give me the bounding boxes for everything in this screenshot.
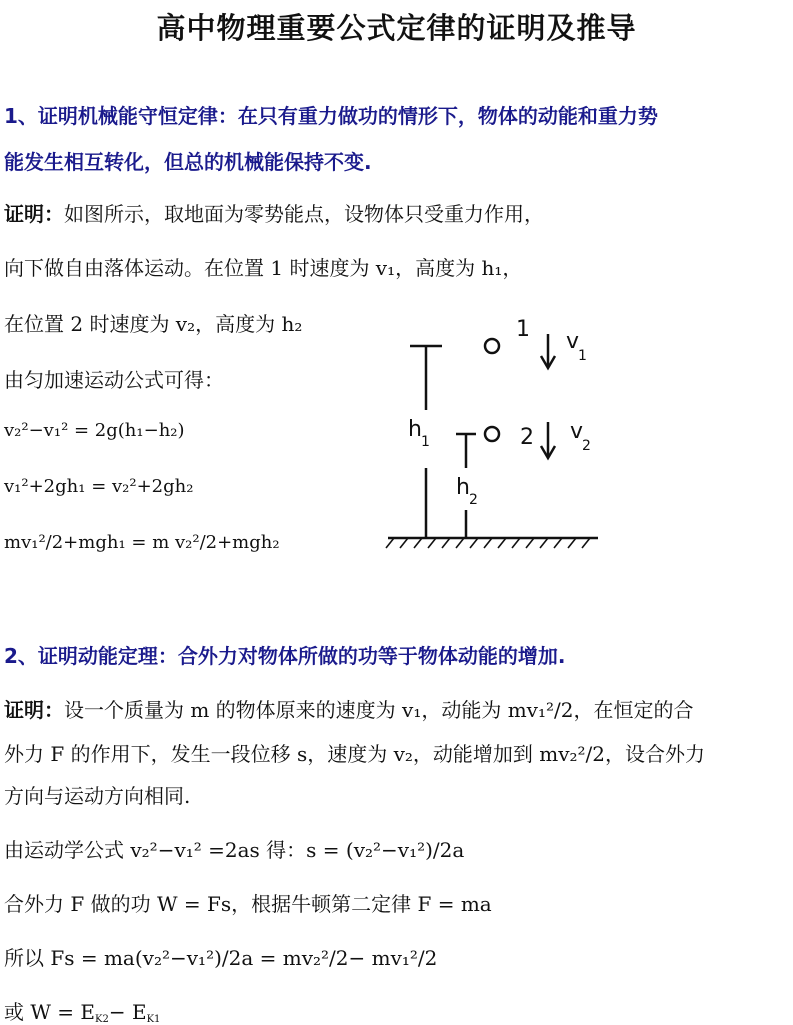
section1-line3: 在位置 2 时速度为 v₂，高度为 h₂ bbox=[4, 312, 303, 336]
label-v1: v bbox=[566, 329, 580, 354]
proof-label-2: 证明： bbox=[4, 698, 64, 722]
section2-line7: 或 $W = E_{K2}- E_{K1}$ bbox=[4, 1000, 161, 1025]
formula-2: v₁²+2gh₁ = v₂²+2gh₂ bbox=[4, 476, 194, 497]
proof-text: 如图所示，取地面为零势能点，设物体只受重力作用， bbox=[64, 202, 544, 226]
page-title: 高中物理重要公式定律的证明及推导 bbox=[156, 11, 637, 45]
section2-line2: 外力 F 的作用下，发生一段位移 s，速度为 v₂，动能增加到 mv₂²/2，设合外力 bbox=[4, 742, 706, 766]
label-position-2: 2 bbox=[520, 425, 534, 450]
section2-line4: 由运动学公式 v₂²−v₁² =2as 得：s = (v₂²−v₁²)/2a bbox=[4, 838, 465, 862]
label-h2: h bbox=[456, 475, 470, 500]
section2-line6: 所以 Fs = ma(v₂²−v₁²)/2a = mv₂²/2− mv₁²/2 bbox=[4, 946, 438, 970]
section1-heading-line2: 能发生相互转化，但总的机械能保持不变. bbox=[4, 150, 372, 174]
label-h1-sub: 1 bbox=[421, 434, 430, 450]
proof-label: 证明： bbox=[4, 202, 64, 226]
ground-hatch bbox=[386, 538, 590, 548]
label-h1: h bbox=[408, 417, 422, 442]
ek2-sub: K2 bbox=[95, 1014, 109, 1025]
section2-heading: 2、证明动能定理：合外力对物体所做的功等于物体动能的增加. bbox=[4, 644, 566, 668]
proof-text-2: 设一个质量为 m 的物体原来的速度为 v₁，动能为 mv₁²/2，在恒定的合 bbox=[64, 698, 694, 722]
formula-3: mv₁²/2+mgh₁ = m v₂²/2+mgh₂ bbox=[4, 532, 280, 553]
section2-line3: 方向与运动方向相同. bbox=[4, 784, 191, 808]
label-v2: v bbox=[570, 419, 584, 444]
section1-line2: 向下做自由落体运动。在位置 1 时速度为 v₁，高度为 h₁， bbox=[4, 256, 523, 280]
ball-position-1 bbox=[485, 339, 499, 353]
free-fall-diagram bbox=[380, 310, 610, 555]
label-v2-sub: 2 bbox=[582, 438, 591, 454]
section1-proof-line1 bbox=[4, 198, 544, 227]
ball-position-2 bbox=[485, 427, 499, 441]
section1-heading-line1: 1、证明机械能守恒定律：在只有重力做功的情形下，物体的动能和重力势 bbox=[4, 104, 658, 128]
ek1-sub: K1 bbox=[146, 1014, 161, 1025]
section1-line4: 由匀加速运动公式可得： bbox=[4, 368, 224, 392]
label-h2-sub: 2 bbox=[469, 492, 478, 508]
section2-proof-line1 bbox=[4, 694, 693, 723]
label-v1-sub: 1 bbox=[578, 348, 587, 364]
label-position-1: 1 bbox=[516, 317, 530, 342]
section2-line5: 合外力 F 做的功 W = Fs，根据牛顿第二定律 F = ma bbox=[4, 892, 492, 916]
formula-1: v₂²−v₁² = 2g(h₁−h₂) bbox=[4, 420, 185, 441]
